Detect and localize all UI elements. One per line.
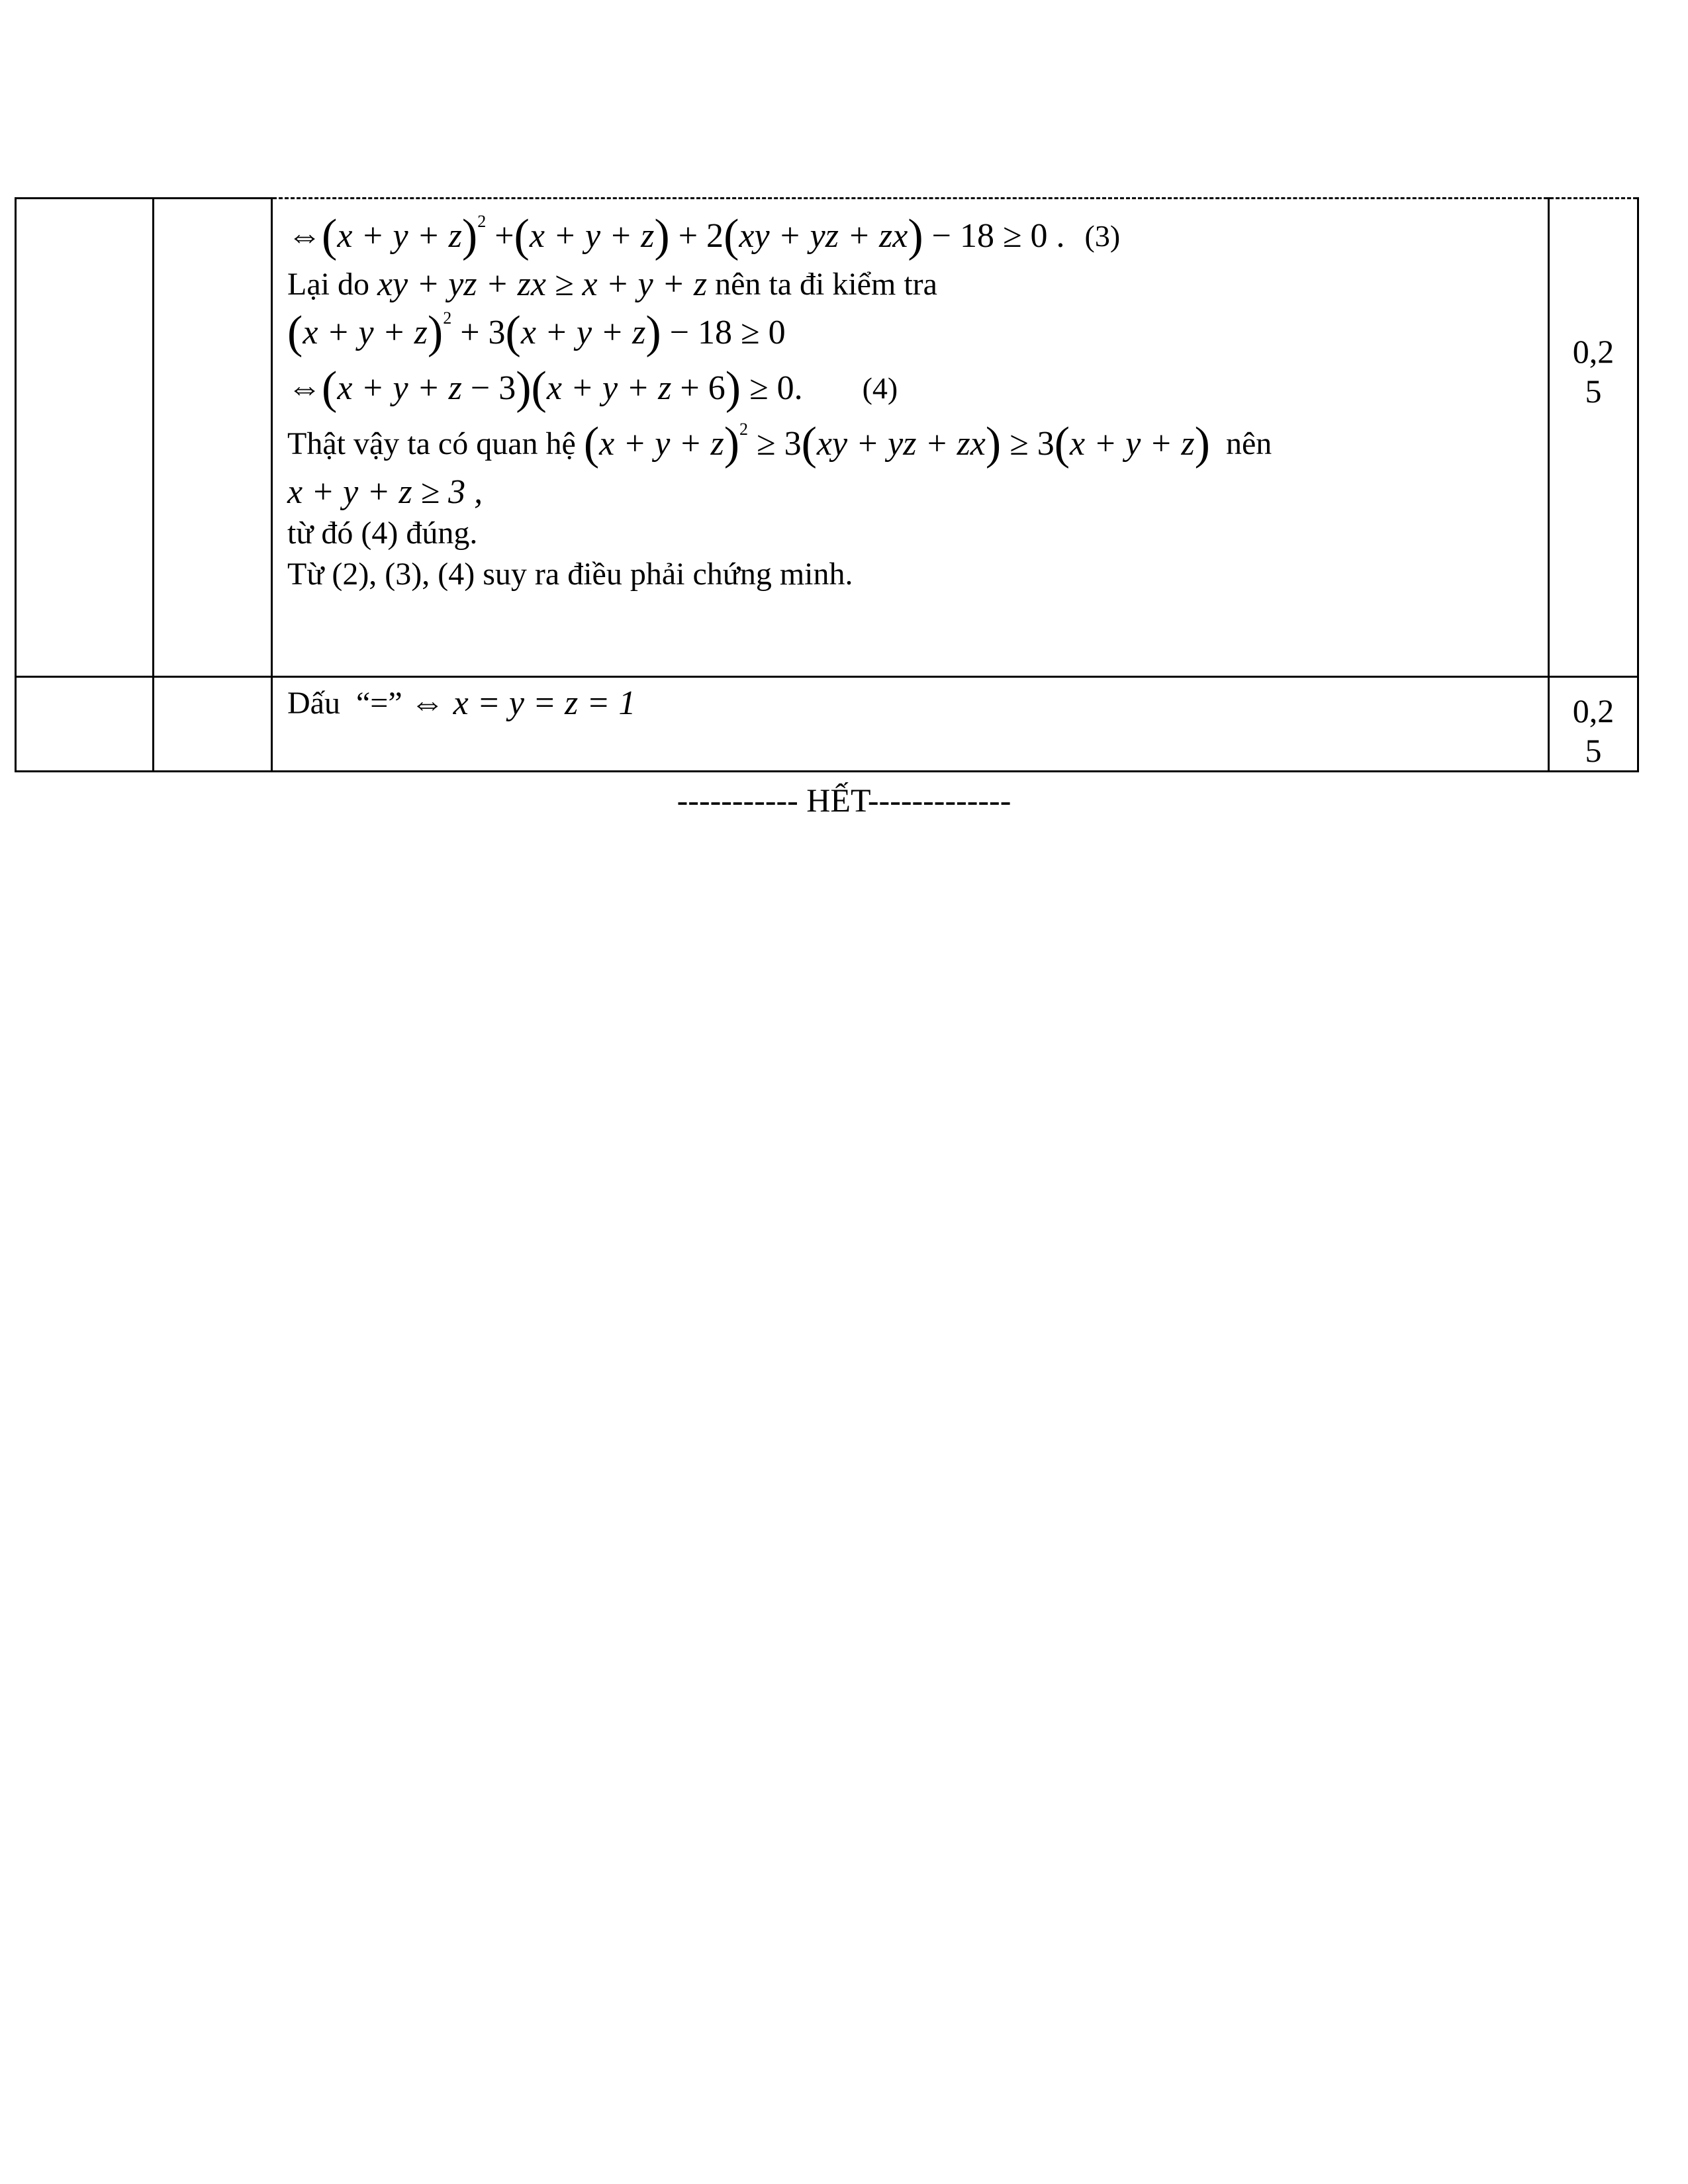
solution-table xyxy=(15,197,1639,772)
equation-3: ⇔(x + y + z)$^2$ +(x + y + z) + 2(xy + yz + zx) − 18 ≥ 0 . (3) xyxy=(287,210,1121,261)
part-cell xyxy=(154,677,272,772)
equation-tag-3: (3) xyxy=(1084,219,1121,253)
part-cell xyxy=(154,199,272,677)
score-cell xyxy=(1549,199,1638,677)
score-value-cont: 5 xyxy=(1585,373,1602,410)
reasoning-line: Lại do xy + yz + zx ≥ x + y + z nên ta đi kiểm tra xyxy=(287,265,937,303)
score-value: 0,2 xyxy=(1572,692,1615,729)
score-value-cont: 5 xyxy=(1585,732,1602,769)
proof-line: Thật vậy ta có quan hệ $(x + y + z)^2 \ge 3(xy$ + yz + zx) ≥ 3(x + y + z) nên xyxy=(287,418,1272,469)
conclusion-line-1: từ đó (4) đúng. xyxy=(287,516,478,551)
inequality-expression: xy + yz + zx ≥ x + y + z xyxy=(377,265,708,303)
solution-cell xyxy=(272,199,1549,677)
table-row xyxy=(16,677,1638,772)
check-inequality: $(x + y + z)^2 + 3(x + y + z) - 18 \ge 0$ xyxy=(287,307,786,358)
equation-4: ⇔(x + y + z − 3)(x + y + z + 6) ≥ 0. (4) xyxy=(287,363,898,414)
solution-cell xyxy=(272,677,1549,772)
bound-line: x + y + z ≥ 3 , xyxy=(287,473,483,511)
table-row xyxy=(16,199,1638,677)
conclusion-line-2: Từ (2), (3), (4) suy ra điều phải chứng minh. xyxy=(287,557,853,592)
question-cell xyxy=(16,199,154,677)
equation-tag-4: (4) xyxy=(862,371,898,405)
end-marker: ----------- HẾT------------- xyxy=(677,782,1011,819)
equality-condition: Dấu “=” ⇔ x = y = z = 1 xyxy=(287,684,636,722)
score-value: 0,2 xyxy=(1572,333,1615,370)
score-cell xyxy=(1549,677,1638,772)
question-cell xyxy=(16,677,154,772)
